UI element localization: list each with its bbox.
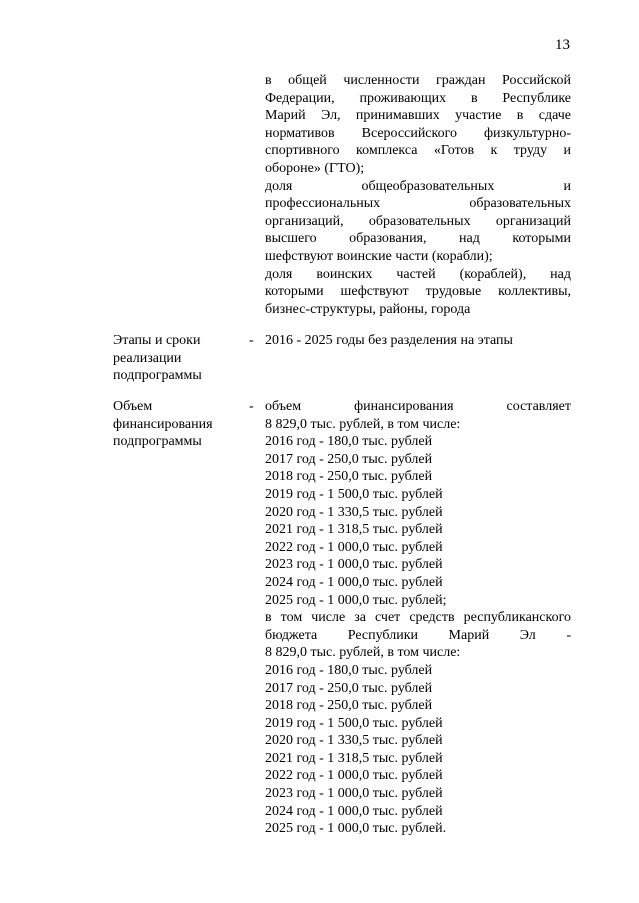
indicator-text-line: обороне» (ГТО);: [265, 160, 365, 176]
funding-dash: -: [249, 399, 254, 414]
funding-text-line: объем финансирования составляет: [265, 399, 571, 414]
funding-text-line: 8 829,0 тыс. рублей, в том числе:: [265, 645, 461, 661]
funding-text-line: 2024 год - 1 000,0 тыс. рублей: [265, 574, 443, 590]
funding-text-line: 2021 год - 1 318,5 тыс. рублей: [265, 522, 443, 538]
funding-label-line: финансирования: [113, 416, 213, 432]
stages-dash: -: [249, 333, 254, 348]
funding-text-line: 2018 год - 250,0 тыс. рублей: [265, 469, 433, 485]
indicator-text-line: Федерации, проживающих в Республике: [265, 90, 571, 106]
indicator-text-line: в общей численности граждан Российской: [265, 73, 571, 88]
funding-text-line: 2024 год - 1 000,0 тыс. рублей: [265, 803, 443, 819]
indicator-text-line: спортивного комплекса «Готов к труду и: [265, 143, 571, 159]
funding-text-line: 2025 год - 1 000,0 тыс. рублей;: [265, 592, 447, 608]
funding-text-line: 2019 год - 1 500,0 тыс. рублей: [265, 715, 443, 731]
funding-text-line: 2016 год - 180,0 тыс. рублей: [265, 662, 433, 678]
funding-text-line: 2021 год - 1 318,5 тыс. рублей: [265, 750, 443, 766]
stages-value: 2016 - 2025 годы без разделения на этапы: [265, 333, 513, 348]
funding-text-line: 2020 год - 1 330,5 тыс. рублей: [265, 504, 443, 520]
funding-label-line: Объем: [113, 399, 153, 414]
funding-text-line: 2022 год - 1 000,0 тыс. рублей: [265, 539, 443, 555]
funding-text-line: 2016 год - 180,0 тыс. рублей: [265, 434, 433, 450]
funding-text-line: 2017 год - 250,0 тыс. рублей: [265, 680, 433, 696]
stages-label: [113, 332, 243, 385]
funding-text-line: 8 829,0 тыс. рублей, в том числе:: [265, 416, 461, 432]
indicator-text-line: которыми шефствуют трудовые коллективы,: [265, 284, 571, 300]
funding-details: [265, 398, 571, 838]
indicator-text-line: доля воинских частей (кораблей), над: [265, 266, 571, 282]
funding-text-line: 2022 год - 1 000,0 тыс. рублей: [265, 768, 443, 784]
funding-text-line: 2017 год - 250,0 тыс. рублей: [265, 451, 433, 467]
funding-label: [113, 398, 243, 451]
indicator-text-line: шефствуют воинские части (корабли);: [265, 248, 493, 264]
page-number: 13: [555, 37, 570, 53]
indicator-text-line: доля общеобразовательных и: [265, 178, 571, 194]
indicator-text-line: Марий Эл, принимавших участие в сдаче: [265, 108, 571, 124]
indicator-text-line: высшего образования, над которыми: [265, 231, 571, 247]
indicator-text-line: бизнес-структуры, районы, города: [265, 301, 471, 317]
indicator-text-line: организаций, образовательных организаций: [265, 213, 571, 229]
funding-text-line: в том числе за счет средств республиканского: [265, 610, 571, 626]
indicators-continuation: [265, 72, 571, 318]
stages-label-line: Этапы и сроки: [113, 333, 201, 348]
stages-label-line: реализации: [113, 350, 182, 366]
funding-text-line: 2023 год - 1 000,0 тыс. рублей: [265, 786, 443, 802]
funding-text-line: 2018 год - 250,0 тыс. рублей: [265, 698, 433, 714]
funding-text-line: 2023 год - 1 000,0 тыс. рублей: [265, 557, 443, 573]
funding-text-line: 2025 год - 1 000,0 тыс. рублей.: [265, 821, 447, 837]
indicator-text-line: нормативов Всероссийского физкультурно-: [265, 125, 571, 141]
funding-text-line: бюджета Республики Марий Эл -: [265, 627, 571, 643]
funding-text-line: 2019 год - 1 500,0 тыс. рублей: [265, 486, 443, 502]
funding-label-line: подпрограммы: [113, 434, 202, 450]
funding-text-line: 2020 год - 1 330,5 тыс. рублей: [265, 733, 443, 749]
indicator-text-line: профессиональных образовательных: [265, 196, 571, 212]
stages-label-line: подпрограммы: [113, 368, 202, 384]
